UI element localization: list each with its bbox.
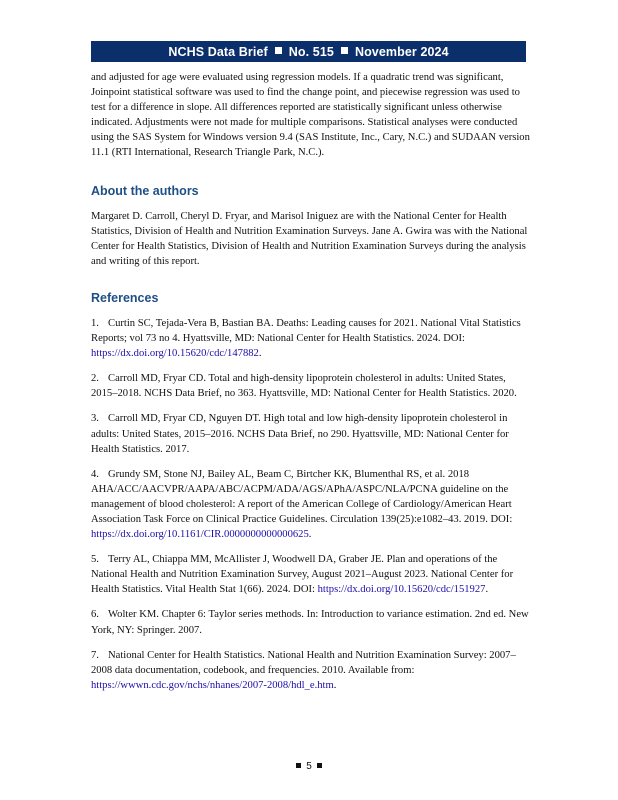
reference-item <box>91 607 531 637</box>
reference-text: Curtin SC, Tejada-Vera B, Bastian BA. Deaths: Leading causes for 2021. National Vital Statistics Reports; vol 73 no 4. Hyattsville, MD: National Center for Health Statistics. 2024. DOI: <box>91 317 521 345</box>
intro-paragraph: and adjusted for age were evaluated using regression models. If a quadratic trend was significant, Joinpoint statistical software was used to find the change point, and piecewise regression was used to test for a difference in slope. All differences reported are statistically significant unless otherwise indicated. Adjustments were not made for multiple comparisons. Statistical analyses were conducted using the SAS System for Windows version 9.4 (SAS Institute, Inc., Cary, N.C.) and SUDAAN version 11.1 (RTI International, Research Triangle Park, N.C.). <box>91 72 530 159</box>
issue-date: November 2024 <box>354 44 449 59</box>
square-bullet-icon <box>296 763 301 768</box>
references-heading: References <box>91 290 159 305</box>
reference-item <box>91 648 531 693</box>
reference-item <box>91 316 531 361</box>
reference-punct: . <box>258 348 262 360</box>
reference-number: 5. <box>91 554 99 566</box>
reference-punct: . <box>333 679 337 691</box>
reference-number: 2. <box>91 373 99 385</box>
reference-number: 6. <box>91 609 99 621</box>
reference-doi-link[interactable]: https://dx.doi.org/10.1161/CIR.0000000000000625 <box>91 529 309 541</box>
reference-text: Carroll MD, Fryar CD, Nguyen DT. High total and low high-density lipoprotein cholesterol in adults: United States, 2015–2016. NCHS Data Brief, no 290. Hyattsville, MD: National Center for Health Statistics. 2017. <box>91 413 509 455</box>
reference-text: Terry AL, Chiappa MM, McAllister J, Woodwell DA, Graber JE. Plan and operations of the National Health and Nutrition Examination Survey, August 2021–August 2023. National Center for Health Statistics. Vital Health Stat 1(66). 2024. DOI: <box>91 554 514 596</box>
reference-item <box>91 371 531 401</box>
reference-text: Carroll MD, Fryar CD. Total and high-density lipoprotein cholesterol in adults: United States, 2015–2018. NCHS Data Brief, no 363. Hyattsville, MD: National Center for Health Statistics. 2020. <box>91 373 517 400</box>
reference-text: Grundy SM, Stone NJ, Bailey AL, Beam C, Birtcher KK, Blumenthal RS, et al. 2018 AHA/ACC/AACVPR/AAPA/ABC/ACPM/ADA/AGS/APhA/ASPC/NLA/PCNA guideline on the management of blood cholesterol: A report of the American College of Cardiology/American Heart Association Task Force on Clinical Practice Guidelines. Circulation 139(25):e1082–43. 2019. DOI: <box>91 468 513 525</box>
square-bullet-icon <box>275 47 282 54</box>
reference-item <box>91 552 531 597</box>
reference-item <box>91 411 531 456</box>
reference-url-link[interactable]: https://wwwn.cdc.gov/nchs/nhanes/2007-2008/hdl_e.htm <box>91 679 334 691</box>
square-bullet-icon <box>317 763 322 768</box>
header-banner <box>91 41 526 62</box>
reference-number: 3. <box>91 413 99 425</box>
about-heading: About the authors <box>91 183 199 198</box>
page-footer <box>0 761 618 772</box>
page-number: 5 <box>306 761 312 772</box>
reference-number: 7. <box>91 649 99 661</box>
reference-doi-link[interactable]: https://dx.doi.org/10.15620/cdc/147882 <box>91 348 259 360</box>
series-title: NCHS Data Brief <box>168 44 268 59</box>
square-bullet-icon <box>341 47 348 54</box>
about-paragraph: Margaret D. Carroll, Cheryl D. Fryar, and Marisol Iniguez are with the National Center for Health Statistics, Division of Health and Nutrition Examination Surveys. Jane A. Gwira was with the National Center for Health Statistics, Division of Health and Nutrition Examination Surveys during the analysis and writing of this report. <box>91 210 528 267</box>
issue-number: No. 515 <box>288 44 334 59</box>
reference-text: Wolter KM. Chapter 6: Taylor series methods. In: Introduction to variance estimation. 2nd ed. New York, NY: Springer. 2007. <box>91 609 529 636</box>
reference-text: National Center for Health Statistics. National Health and Nutrition Examination Survey: 2007–2008 data documentation, codebook, and frequencies. 2010. Available from: <box>91 649 516 676</box>
reference-doi-link[interactable]: https://dx.doi.org/10.15620/cdc/151927 <box>317 584 486 596</box>
reference-list <box>91 316 531 693</box>
reference-item <box>91 467 531 542</box>
reference-punct: . <box>485 584 489 596</box>
reference-punct: . <box>308 529 312 541</box>
main-content <box>91 70 531 703</box>
reference-number: 1. <box>91 317 99 329</box>
reference-number: 4. <box>91 468 99 480</box>
